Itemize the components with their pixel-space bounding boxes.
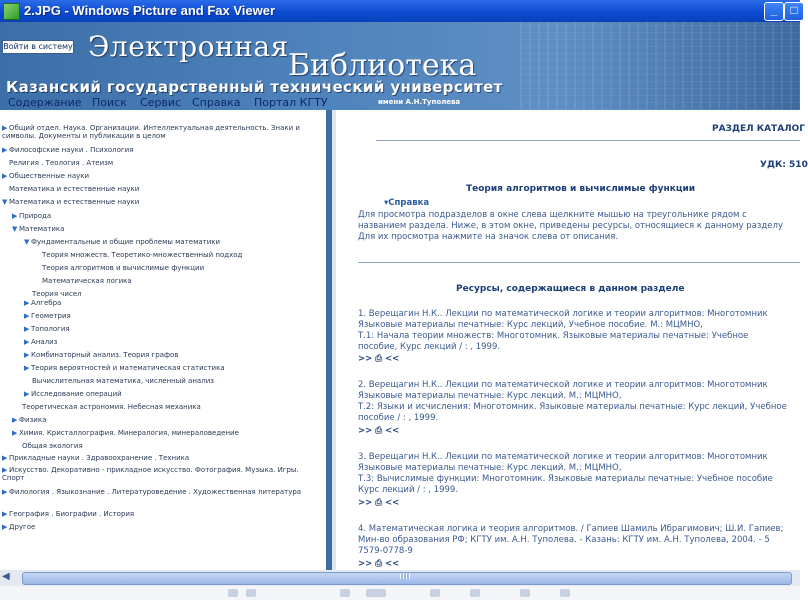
tree-item[interactable]: ▼ Математика и естественные науки bbox=[2, 198, 140, 206]
resource-line: Т.2: Языки и исчисления: Многотомник. Языковые материалы печатные: Курс лекций, Учебное bbox=[358, 402, 787, 412]
horizontal-scrollbar[interactable] bbox=[0, 570, 800, 586]
resource-open-link[interactable]: >> ⎙ << bbox=[358, 559, 400, 569]
document-icon: ⎙ bbox=[375, 559, 383, 569]
tree-item[interactable]: ▶ Философские науки . Психология bbox=[2, 146, 134, 154]
header-title-part1: Электронная bbox=[88, 30, 289, 63]
resource-line: Языковые материалы печатные: Курс лекций. М.: МЦМНО, bbox=[358, 391, 622, 401]
help-text-line: Для их просмотра нажмите на значок слева от описания. bbox=[358, 232, 619, 242]
zoom-in-icon[interactable] bbox=[430, 589, 440, 597]
tree-arrow-icon[interactable]: ▶ bbox=[2, 454, 8, 462]
divider bbox=[358, 262, 800, 263]
picture-viewer-icon bbox=[3, 3, 20, 20]
tree-item[interactable]: ▶ Анализ bbox=[24, 338, 58, 346]
resource-line: пособие, Курс лекций / : , 1999. bbox=[358, 342, 501, 352]
document-icon: ⎙ bbox=[375, 498, 383, 508]
rotate-icon[interactable] bbox=[520, 589, 530, 597]
tree-item[interactable]: Теория алгоритмов и вычислимые функции bbox=[42, 264, 205, 272]
zoom-out-icon[interactable] bbox=[470, 589, 480, 597]
divider bbox=[376, 140, 800, 141]
window-title-bar[interactable] bbox=[0, 0, 800, 22]
viewer-toolbar bbox=[0, 586, 800, 600]
nav-search[interactable]: Поиск bbox=[92, 96, 127, 109]
help-text-line: названием раздела. Ниже, в этом окне, приведены ресурсы, относящиеся к данному разделу bbox=[358, 221, 783, 231]
tree-arrow-icon[interactable]: ▶ bbox=[2, 146, 8, 154]
tree-arrow-icon[interactable]: ▶ bbox=[12, 429, 18, 437]
resource-line: Языковые материалы печатные: Курс лекций, Учебное пособие. М.: МЦМНО, bbox=[358, 320, 703, 330]
content-pane bbox=[336, 110, 808, 570]
resource-line: Т.3: Вычислимые функции: Многотомник. Языковые материалы печатные: Учебное пособие bbox=[358, 474, 773, 484]
resource-line: пособие / : , 1999. bbox=[358, 413, 439, 423]
tree-item[interactable]: ▶ Теория вероятностей и математическая статистика bbox=[24, 364, 225, 372]
nav-contents[interactable]: Содержание bbox=[8, 96, 82, 109]
resource-line: 4. Математическая логика и теория алгоритмов. / Гапиев Шамиль Ибрагимович; Ш.И. Гапиев; bbox=[358, 524, 784, 534]
actual-size-icon[interactable] bbox=[366, 589, 386, 597]
tree-arrow-icon[interactable]: ▶ bbox=[2, 510, 8, 518]
resource-line: Языковые материалы печатные: Курс лекций. М.: МЦМНО, bbox=[358, 463, 622, 473]
tree-arrow-icon[interactable]: ▼ bbox=[2, 198, 8, 206]
tree-item[interactable]: ▼ Фундаментальные и общие проблемы математики bbox=[24, 238, 221, 246]
tree-arrow-icon[interactable]: ▶ bbox=[12, 212, 18, 220]
scroll-left-icon[interactable]: ◀ bbox=[2, 571, 10, 582]
collapse-arrow-icon: ▾ bbox=[384, 198, 389, 208]
nav-portal[interactable]: Портал КГТУ bbox=[254, 96, 328, 109]
best-fit-icon[interactable] bbox=[340, 589, 350, 597]
tree-item[interactable]: Теория чисел bbox=[32, 290, 82, 298]
university-name: Казанский государственный технический университет bbox=[6, 78, 503, 96]
tree-item[interactable]: ▶ Прикладные науки . Здравоохранение . Техника bbox=[2, 454, 190, 462]
named-after-label: имени А.Н.Туполева bbox=[378, 98, 461, 106]
nav-service[interactable]: Сервис bbox=[140, 96, 182, 109]
tree-arrow-icon[interactable]: ▶ bbox=[24, 364, 30, 372]
tree-item[interactable]: ▶ Комбинаторный анализ. Теория графов bbox=[24, 351, 179, 359]
tree-arrow-icon[interactable]: ▶ bbox=[24, 312, 30, 320]
tree-arrow-icon[interactable]: ▶ bbox=[2, 488, 8, 496]
previous-image-icon[interactable] bbox=[228, 589, 238, 597]
catalog-tree bbox=[0, 110, 332, 570]
tree-item[interactable]: Математическая логика bbox=[42, 277, 132, 285]
resource-line: Курс лекций / : , 1999. bbox=[358, 485, 459, 495]
udk-code: УДК: 510 bbox=[760, 160, 808, 170]
window-title: 2.JPG - Windows Picture and Fax Viewer bbox=[24, 3, 276, 18]
resource-line: 7579-0778-9 bbox=[358, 546, 413, 556]
tree-item[interactable]: Теоретическая астрономия. Небесная механика bbox=[22, 403, 201, 411]
section-label: РАЗДЕЛ КАТАЛОГ bbox=[712, 124, 806, 134]
tree-item[interactable]: ▶ Общественные науки bbox=[2, 172, 90, 180]
tree-arrow-icon[interactable]: ▼ bbox=[12, 225, 18, 233]
resource-line: Мин-во образования РФ; КГТУ им. А.Н. Туполева. - Казань: КГТУ им. А.Н. Туполева, 2004. - 5 bbox=[358, 535, 770, 545]
resource-line: 2. Верещагин Н.К.. Лекции по математической логике и теории алгоритмов: Многотомник bbox=[358, 380, 768, 390]
tree-arrow-icon[interactable]: ▶ bbox=[24, 299, 30, 307]
tree-arrow-icon[interactable]: ▶ bbox=[24, 351, 30, 359]
help-toggle[interactable]: ▾Справка bbox=[384, 198, 430, 208]
document-icon: ⎙ bbox=[375, 354, 383, 364]
resource-line: Т.1: Начала теории множеств: Многотомник. Языковые материалы печатные: Учебное bbox=[358, 331, 749, 341]
tree-arrow-icon[interactable]: ▼ bbox=[24, 238, 30, 246]
header-title-part2: Библиотека bbox=[288, 48, 477, 83]
tree-item[interactable]: ▶ Алгебра bbox=[24, 299, 62, 307]
tree-arrow-icon[interactable]: ▶ bbox=[24, 390, 30, 398]
tree-item[interactable]: ▶ Искусство. Декоративно - прикладное искусство. Фотография. Музыка. Игры. Спорт bbox=[2, 466, 299, 482]
tree-arrow-icon[interactable]: ▶ bbox=[2, 124, 8, 132]
maximize-button[interactable]: □ bbox=[784, 2, 804, 21]
tree-item[interactable]: ▶ География . Биографии . История bbox=[2, 510, 135, 518]
tree-item[interactable]: ▶ Общий отдел. Наука. Организации. Интеллектуальная деятельность. Знаки и символы. Документы и публикации в целом bbox=[2, 124, 300, 140]
tree-item[interactable]: ▼ Математика bbox=[12, 225, 65, 233]
tree-item[interactable]: Религия . Теология . Атеизм bbox=[9, 159, 114, 167]
tree-item[interactable]: ▶ Другое bbox=[2, 523, 36, 531]
nav-help[interactable]: Справка bbox=[192, 96, 241, 109]
help-text-line: Для просмотра подразделов в окне слева щелкните мышью на треугольнике рядом с bbox=[358, 210, 747, 220]
header-decoration bbox=[520, 22, 800, 110]
minimize-button[interactable]: _ bbox=[764, 2, 784, 21]
scrollbar-grip bbox=[400, 574, 410, 579]
tree-item[interactable]: Математика и естественные науки bbox=[9, 185, 140, 193]
document-icon: ⎙ bbox=[375, 426, 383, 436]
delete-icon[interactable] bbox=[560, 589, 570, 597]
tree-item[interactable]: ▶ Природа bbox=[12, 212, 52, 220]
tree-item[interactable]: ▶ Физика bbox=[12, 416, 47, 424]
resource-open-link[interactable]: >> ⎙ << bbox=[358, 354, 400, 364]
tree-arrow-icon[interactable]: ▶ bbox=[2, 172, 8, 180]
tree-item[interactable]: Теория множеств. Теоретико-множественный подход bbox=[42, 251, 243, 259]
tree-item[interactable]: Общая экология bbox=[22, 442, 83, 450]
tree-arrow-icon[interactable]: ▶ bbox=[2, 523, 8, 531]
tree-arrow-icon[interactable]: ▶ bbox=[24, 338, 30, 346]
next-image-icon[interactable] bbox=[246, 589, 256, 597]
tree-item[interactable]: ▶ Исследование операций bbox=[24, 390, 122, 398]
section-title: Теория алгоритмов и вычислимые функции bbox=[466, 184, 696, 194]
resources-title: Ресурсы, содержащиеся в данном разделе bbox=[456, 284, 685, 294]
resource-open-link[interactable]: >> ⎙ << bbox=[358, 498, 400, 508]
tree-arrow-icon[interactable]: ▶ bbox=[2, 466, 8, 474]
tree-item[interactable]: ▶ Геометрия bbox=[24, 312, 71, 320]
resource-open-link[interactable]: >> ⎙ << bbox=[358, 426, 400, 436]
tree-item[interactable]: ▶ Химия. Кристаллография. Минералогия, минераловедение bbox=[12, 429, 239, 437]
tree-item[interactable]: Вычислительная математика, численный анализ bbox=[32, 377, 214, 385]
tree-item[interactable]: ▶ Топология bbox=[24, 325, 70, 333]
login-button[interactable]: Войти в систему bbox=[2, 40, 74, 54]
tree-arrow-icon[interactable]: ▶ bbox=[24, 325, 30, 333]
resource-line: 1. Верещагин Н.К.. Лекции по математической логике и теории алгоритмов: Многотомник bbox=[358, 309, 768, 319]
tree-arrow-icon[interactable]: ▶ bbox=[12, 416, 18, 424]
main-nav bbox=[0, 96, 340, 110]
resource-line: 3. Верещагин Н.К.. Лекции по математической логике и теории алгоритмов: Многотомник bbox=[358, 452, 768, 462]
tree-item[interactable]: ▶ Филология . Языкознание . Литературоведение . Художественная литература bbox=[2, 488, 302, 496]
